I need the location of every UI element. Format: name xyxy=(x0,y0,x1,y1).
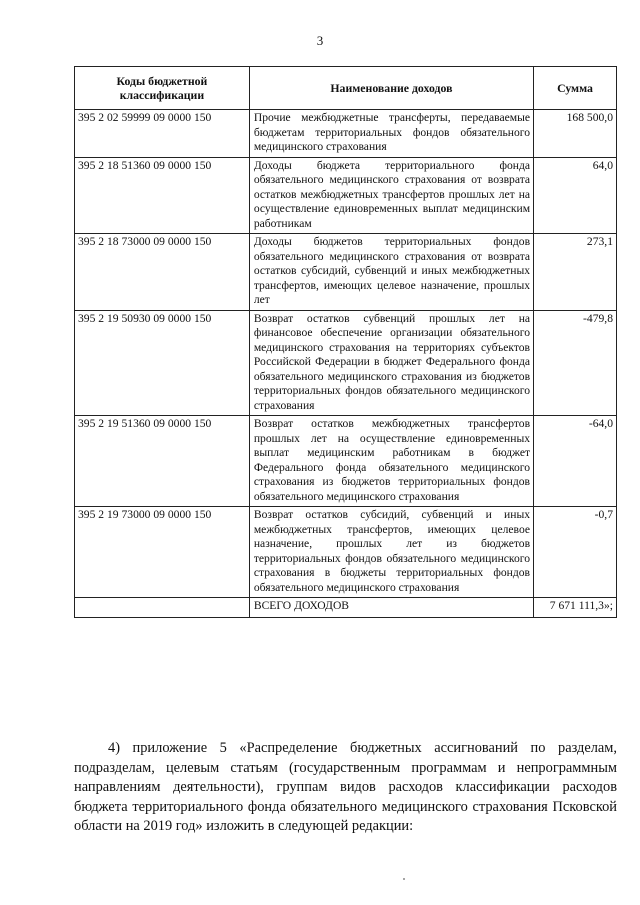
table-header-row xyxy=(75,67,617,110)
budget-code-cell: 395 2 19 51360 09 0000 150 xyxy=(75,416,250,507)
income-name-cell: Доходы бюджетов территориальных фондов обязательного медицинского страхования от возврата остатков субсидий, субвенций и иных межбюджетных трансфертов, имеющих целевое назначение, прошлых лет xyxy=(249,234,533,311)
sum-cell: 168 500,0 xyxy=(534,110,617,158)
budget-code-cell: 395 2 02 59999 09 0000 150 xyxy=(75,110,250,158)
income-name-cell: Доходы бюджета территориального фонда обязательного медицинского страхования от возврата остатков межбюджетных трансфертов прошлых лет на осуществление единовременных выплат медицинским работникам xyxy=(249,157,533,234)
table-row xyxy=(75,110,617,158)
income-table xyxy=(74,66,617,618)
income-name-cell: Прочие межбюджетные трансферты, передаваемые бюджетам территориальных фондов обязательного медицинского страхования xyxy=(249,110,533,158)
scan-speck xyxy=(403,878,405,880)
total-code-cell xyxy=(75,598,250,618)
total-sum: 7 671 111,3»; xyxy=(534,598,617,618)
header-sum: Сумма xyxy=(534,67,617,110)
income-name-cell: Возврат остатков межбюджетных трансфертов прошлых лет на осуществление единовременных выплат медицинским работникам в бюджет Федерального фонда обязательного медицинского страхования из бюджетов территориальных фондов обязательного медицинского страхования xyxy=(249,416,533,507)
amendment-paragraph: 4) приложение 5 «Распределение бюджетных ассигнований по разделам, подразделам, целевым статьям (государственным программам и непрограммным направлениям деятельности), группам видов расходов классификации расходов бюджета территориального фонда обязательного медицинского страхования Псковской области на 2019 год» изложить в следующей редакции: xyxy=(74,740,617,835)
table-row xyxy=(75,157,617,234)
sum-cell: -479,8 xyxy=(534,310,617,416)
income-name-cell: Возврат остатков субвенций прошлых лет на финансовое обеспечение организации обязательного медицинского страхования на территориях субъектов Российской Федерации в бюджет Федерального фонда обязательного медицинского страхования из бюджетов территориальных фондов обязательного медицинского страхования xyxy=(249,310,533,416)
page-number: 3 xyxy=(316,33,324,48)
sum-cell: 64,0 xyxy=(534,157,617,234)
header-income-name: Наименование доходов xyxy=(249,67,533,110)
header-budget-codes: Коды бюджетной классификации xyxy=(75,67,250,110)
budget-code-cell: 395 2 19 73000 09 0000 150 xyxy=(75,507,250,598)
table-row xyxy=(75,416,617,507)
total-label: ВСЕГО ДОХОДОВ xyxy=(249,598,533,618)
table-row xyxy=(75,234,617,311)
sum-cell: -64,0 xyxy=(534,416,617,507)
total-row xyxy=(75,598,617,618)
sum-cell: 273,1 xyxy=(534,234,617,311)
sum-cell: -0,7 xyxy=(534,507,617,598)
budget-code-cell: 395 2 18 73000 09 0000 150 xyxy=(75,234,250,311)
budget-code-cell: 395 2 19 50930 09 0000 150 xyxy=(75,310,250,416)
budget-code-cell: 395 2 18 51360 09 0000 150 xyxy=(75,157,250,234)
table-row xyxy=(75,507,617,598)
income-name-cell: Возврат остатков субсидий, субвенций и иных межбюджетных трансфертов, имеющих целевое назначение, прошлых лет из бюджетов территориальных фондов обязательного медицинского страхования в бюджеты территориальных фондов обязательного медицинского страхования xyxy=(249,507,533,598)
table-row xyxy=(75,310,617,416)
